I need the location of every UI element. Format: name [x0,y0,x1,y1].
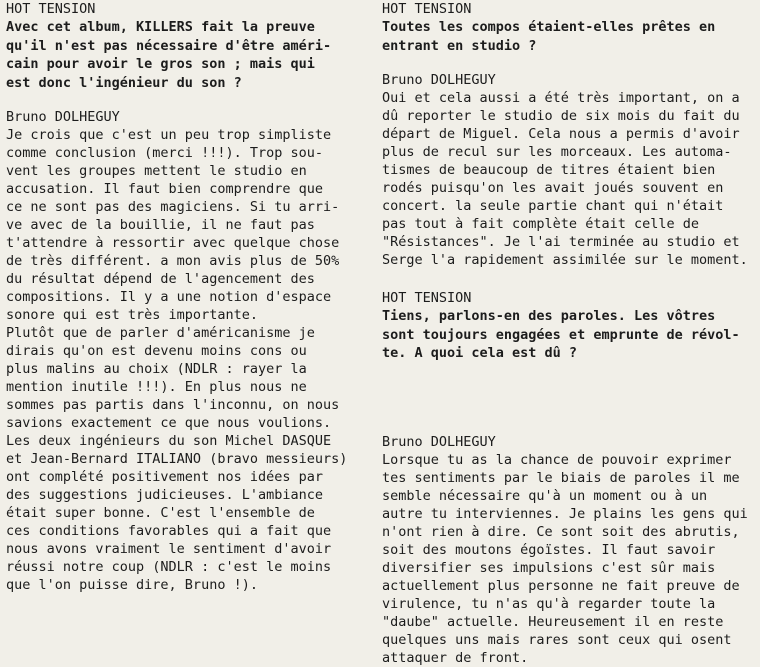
answer-line: "Résistances". Je l'ai terminée au studio et [382,234,740,250]
interviewer-label: HOT TENSION [382,290,472,306]
answer-line: soit des moutons égoïstes. Il faut savoir [382,541,716,558]
answer-3 [382,433,758,667]
question-line: est donc l'ingénieur du son ? [6,74,242,91]
answer-line: ces conditions favorables qui a fait que [6,523,332,539]
answer-text [382,89,758,269]
answer-line: semble nécessaire qu'à un moment ou à un [382,487,708,504]
answer-text [382,451,758,667]
answer-line: compositions. Il y a une notion d'espace [6,289,332,305]
answer-line: ce ne sont pas des magiciens. Si tu arri- [6,199,340,215]
answer-line: du résultat dépend de l'agencement des [6,271,315,287]
answer-line: Serge l'a rapidement assimilée sur le moment. [382,252,748,268]
answer-line: dû reporter le studio de six mois du fait du [382,108,740,124]
question-text [6,18,358,92]
interviewee-label: Bruno DOLHEGUY [6,109,120,125]
answer-line: Oui et cela aussi a été très important, on a [382,90,740,106]
interviewee-label: Bruno DOLHEGUY [382,433,496,450]
question-line: Toutes les compos étaient-elles prêtes en [382,19,716,35]
question-line: qu'il n'est pas nécessaire d'être améri- [6,37,332,54]
answer-line: t'attendre à ressortir avec quelque chose [6,235,340,251]
answer-2 [382,71,758,269]
interviewer-label: HOT TENSION [382,1,472,17]
answer-line: vent les groupes mettent le studio en [6,163,307,179]
answer-line: Plutôt que de parler d'américanisme je [6,325,315,341]
answer-1 [6,108,358,594]
answer-line: quelques uns mais rares sont ceux qui osent [382,631,732,648]
question-line: te. A quoi cela est dû ? [382,345,578,361]
answer-line: concert. la seule partie chant qui n'était [382,198,724,214]
question-3 [382,289,758,363]
answer-line: autre tu interviennes. Je plains les gens qui [382,505,748,522]
answer-line: sonore qui est très importante. [6,307,258,323]
question-1 [6,0,358,92]
answer-line: virulence, tu n'as qu'à regarder toute la [382,595,716,612]
answer-line: rodés puisqu'on les avait joués souvent en [382,180,724,196]
answer-line: Je crois que c'est un peu trop simpliste [6,127,332,143]
answer-line: "daube" actuelle. Heureusement il en reste [382,613,724,630]
interviewee-label: Bruno DOLHEGUY [382,72,496,88]
question-text [382,307,758,363]
answer-line: actuellement plus personne ne fait preuve de [382,577,740,594]
answer-line: des suggestions judicieuses. L'ambiance [6,487,323,503]
answer-line: ont complété positivement nos idées par [6,469,323,485]
interviewer-label: HOT TENSION [6,1,96,17]
answer-line: ve avec de la bouillie, il ne faut pas [6,217,315,233]
answer-line: Lorsque tu as la chance de pouvoir exprimer [382,451,732,468]
question-line: Tiens, parlons-en des paroles. Les vôtres [382,308,716,324]
answer-line: dirais qu'on est devenu moins cons ou [6,343,307,359]
answer-line: tismes de beaucoup de titres étaient bien [382,162,716,178]
answer-line: savions exactement ce que nous voulions. [6,415,332,431]
question-2 [382,0,758,55]
question-line: cain pour avoir le gros son ; mais qui [6,56,315,72]
answer-line: réussi notre coup (NDLR : c'est le moins [6,559,332,575]
question-line: Avec cet album, KILLERS fait la preuve [6,19,315,35]
question-line: sont toujours engagées et emprunte de révol- [382,326,740,343]
answer-line: accusation. Il faut bien comprendre que [6,181,323,197]
question-text [382,18,758,55]
left-column [6,0,358,594]
answer-line: mention inutile !!!). En plus nous ne [6,379,307,395]
answer-line: départ de Miguel. Cela nous a permis d'avoir [382,126,740,142]
answer-line: que l'on puisse dire, Bruno !). [6,577,258,593]
answer-line: diversifier ses impulsions c'est sûr mais [382,559,716,576]
answer-line: pas tout à fait complète était celle de [382,216,699,232]
answer-line: n'ont rien à dire. Ce sont soit des abrutis, [382,523,740,540]
answer-line: nous avons vraiment le sentiment d'avoir [6,541,332,557]
right-column [382,0,758,667]
answer-line: était super bonne. C'est l'ensemble de [6,505,315,521]
answer-line: de très différent. a mon avis plus de 50% [6,253,340,269]
answer-line: attaquer de front. [382,649,529,666]
answer-text [6,126,358,594]
answer-line: Les deux ingénieurs du son Michel DASQUE [6,433,332,449]
answer-line: sommes pas partis dans l'inconnu, on nous [6,397,340,413]
answer-line: plus de recul sur les morceaux. Les automa- [382,144,732,160]
answer-line: tes sentiments par le biais de paroles il me [382,469,740,486]
answer-line: comme conclusion (merci !!!). Trop sou- [6,145,323,161]
question-line: entrant en studio ? [382,37,537,54]
answer-line: et Jean-Bernard ITALIANO (bravo messieurs) [6,451,348,467]
answer-line: plus malins au choix (NDLR : rayer la [6,361,307,377]
